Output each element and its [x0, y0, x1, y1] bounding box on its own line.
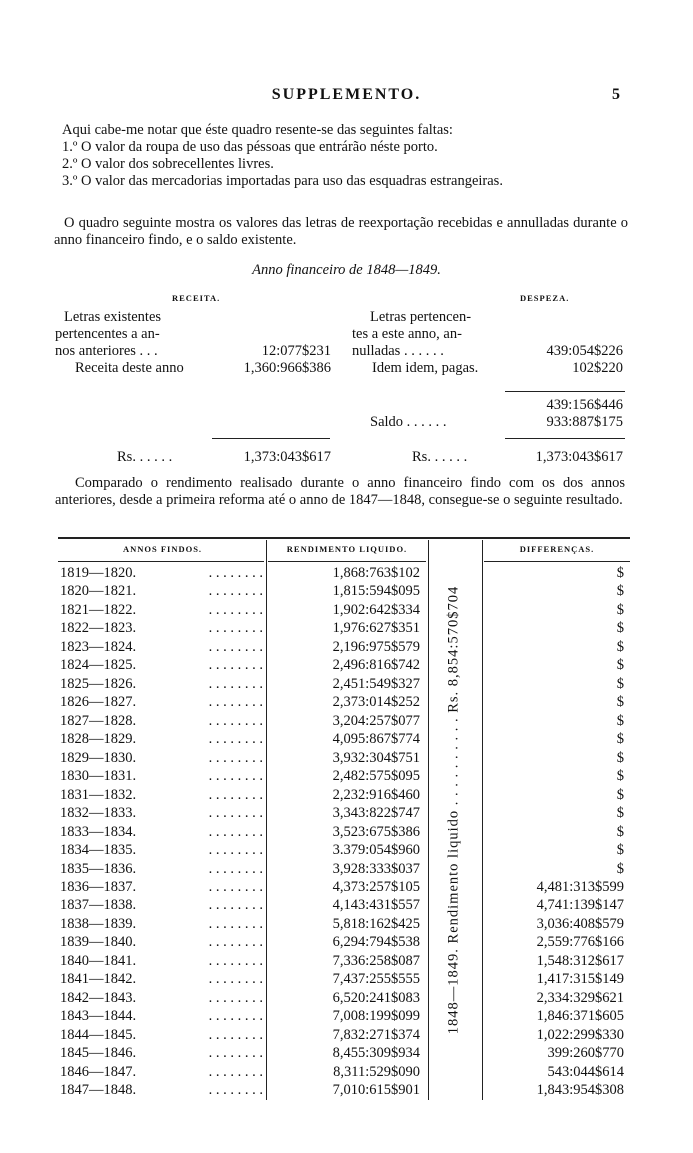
row-difference: $ — [616, 601, 624, 618]
row-years: 1830—1831. — [60, 768, 137, 785]
receita-label-1: Letras existentes — [64, 309, 162, 325]
intro-item-1: 1.º O valor da roupa de uso das péssoas que entrárão néste porto. — [62, 139, 438, 155]
receita-value-1: 12:077$231 — [261, 343, 331, 359]
despeza-value-1: 439:054$226 — [546, 343, 623, 359]
row-difference: $ — [616, 768, 624, 785]
row-years: 1834—1835. — [60, 842, 137, 859]
row-leader-dots: . . . . . . . . — [208, 786, 263, 803]
row-leader-dots: . . . . . . . . — [208, 934, 263, 951]
row-difference: $ — [616, 805, 624, 822]
intro-item-3-text: 3.º O valor das mercadorias importadas para uso das esquadras estrangeiras. — [62, 173, 503, 189]
column-divider — [428, 540, 429, 1100]
row-difference: $ — [616, 823, 624, 840]
row-difference: $ — [616, 712, 624, 729]
row-leader-dots: . . . . . . . . — [208, 971, 263, 988]
row-income: 5,818:162$425 — [332, 915, 420, 932]
row-leader-dots: . . . . . . . . — [208, 1008, 263, 1025]
row-years: 1837—1838. — [60, 897, 137, 914]
row-difference: $ — [616, 620, 624, 637]
row-difference: 1,846:371$605 — [536, 1008, 624, 1025]
row-income: 3,204:257$077 — [332, 712, 420, 729]
row-income: 7,437:255$555 — [332, 971, 420, 988]
page-number: 5 — [612, 86, 620, 103]
row-income: 7,008:199$099 — [332, 1008, 420, 1025]
row-difference: 1,022:299$330 — [536, 1026, 624, 1043]
row-income: 8,455:309$934 — [332, 1045, 420, 1062]
row-income: 4,095:867$774 — [332, 731, 420, 748]
row-income: 3,343:822$747 — [332, 805, 420, 822]
row-years: 1823—1824. — [60, 638, 137, 655]
row-years: 1826—1827. — [60, 694, 137, 711]
row-years: 1833—1834. — [60, 823, 137, 840]
row-income: 2,482:575$095 — [332, 768, 420, 785]
despeza-label-3: nulladas . . . . . . — [352, 343, 444, 359]
row-income: 6,294:794$538 — [332, 934, 420, 951]
row-leader-dots: . . . . . . . . — [208, 842, 263, 859]
paragraph-letras: O quadro seguinte mostra os valores das letras de reexportação recebidas e annulladas durante o anno financeiro findo, e o saldo existente. — [54, 215, 628, 248]
row-years: 1828—1829. — [60, 731, 137, 748]
row-difference: $ — [616, 786, 624, 803]
row-years: 1845—1846. — [60, 1045, 137, 1062]
row-years: 1831—1832. — [60, 786, 137, 803]
row-leader-dots: . . . . . . . . — [208, 712, 263, 729]
saldo-value: 933:887$175 — [546, 414, 623, 430]
row-income: 4,143:431$557 — [332, 897, 420, 914]
header-diff: DIFFERENÇAS. — [519, 544, 595, 554]
row-difference: 3,036:408$579 — [536, 915, 624, 932]
despeza-subtotal: 439:156$446 — [546, 397, 623, 413]
receita-label-4: Receita deste anno — [75, 360, 184, 376]
intro-item-2: 2.º O valor dos sobrecellentes livres. — [62, 156, 274, 172]
receita-label-3: nos anteriores . . . — [55, 343, 158, 359]
balance-title: Anno financeiro de 1848—1849. — [252, 262, 441, 278]
row-leader-dots: . . . . . . . . — [208, 638, 263, 655]
row-income: 1,976:627$351 — [332, 620, 420, 637]
row-difference: $ — [616, 842, 624, 859]
row-income: 3,928:333$037 — [332, 860, 420, 877]
row-leader-dots: . . . . . . . . — [208, 1045, 263, 1062]
row-income: 2,451:549$327 — [332, 675, 420, 692]
row-income: 3.379:054$960 — [332, 842, 420, 859]
header-rule-years — [58, 561, 264, 562]
row-leader-dots: . . . . . . . . — [208, 768, 263, 785]
row-income: 2,373:014$252 — [332, 694, 420, 711]
row-leader-dots: . . . . . . . . — [208, 878, 263, 895]
receita-label-2: pertencentes a an- — [55, 326, 160, 342]
row-leader-dots: . . . . . . . . — [208, 989, 263, 1006]
row-leader-dots: . . . . . . . . — [208, 1082, 263, 1099]
despeza-heading: DESPEZA. — [520, 293, 570, 303]
row-years: 1840—1841. — [60, 952, 137, 969]
row-years: 1825—1826. — [60, 675, 137, 692]
row-difference: $ — [616, 657, 624, 674]
row-difference: 1,417:315$149 — [536, 971, 624, 988]
column-divider — [482, 540, 483, 1100]
table-top-rule — [58, 537, 630, 539]
row-income: 1,868:763$102 — [332, 565, 420, 581]
row-leader-dots: . . . . . . . . — [208, 1026, 263, 1043]
row-difference: $ — [616, 731, 624, 748]
despeza-label-4: Idem idem, pagas. — [372, 360, 479, 376]
subtotal-rule — [505, 391, 625, 392]
row-years: 1827—1828. — [60, 712, 137, 729]
row-leader-dots: . . . . . . . . — [208, 749, 263, 766]
row-income: 2,196:975$579 — [332, 638, 420, 655]
despeza-label-2: tes a este anno, an- — [352, 326, 462, 342]
intro-line: Aqui cabe-me notar que éste quadro resente-se das seguintes faltas: — [62, 122, 453, 138]
row-leader-dots: . . . . . . . . — [208, 731, 263, 748]
receita-total-rule — [212, 438, 330, 439]
row-income: 3,523:675$386 — [332, 823, 420, 840]
row-years: 1844—1845. — [60, 1026, 137, 1043]
row-years: 1832—1833. — [60, 805, 137, 822]
row-income: 3,932:304$751 — [332, 749, 420, 766]
receita-total: 1,373:043$617 — [243, 449, 331, 465]
row-difference: $ — [616, 694, 624, 711]
row-years: 1847—1848. — [60, 1082, 137, 1099]
receita-total-label: Rs. . . . . . — [117, 449, 173, 465]
row-income: 7,010:615$901 — [332, 1082, 420, 1099]
row-income: 1,902:642$334 — [332, 601, 420, 618]
row-difference: 4,481:313$599 — [536, 878, 624, 895]
row-leader-dots: . . . . . . . . — [208, 675, 263, 692]
despeza-total-label: Rs. . . . . . — [412, 449, 468, 465]
row-years: 1829—1830. — [60, 749, 137, 766]
row-income: 6,520:241$083 — [332, 989, 420, 1006]
row-difference: $ — [616, 583, 624, 600]
row-difference: 399:260$770 — [547, 1045, 624, 1062]
row-years: 1841—1842. — [60, 971, 137, 988]
row-difference: 543:044$614 — [547, 1063, 624, 1080]
row-difference: 2,559:776$166 — [536, 934, 624, 951]
despeza-label-1: Letras pertencen- — [370, 309, 472, 325]
row-years: 1820—1821. — [60, 583, 137, 600]
row-years: 1843—1844. — [60, 1008, 137, 1025]
header-years: ANNOS FINDOS. — [122, 544, 203, 554]
despeza-value-2: 102$220 — [572, 360, 623, 376]
row-leader-dots: . . . . . . . . — [208, 952, 263, 969]
receita-heading: RECEITA. — [172, 293, 221, 303]
row-years: 1846—1847. — [60, 1063, 137, 1080]
row-difference: $ — [616, 749, 624, 766]
row-years: 1819—1820. — [60, 565, 137, 581]
row-income: 2,496:816$742 — [332, 657, 420, 674]
row-leader-dots: . . . . . . . . — [208, 897, 263, 914]
row-years: 1842—1843. — [60, 989, 137, 1006]
row-leader-dots: . . . . . . . . — [208, 823, 263, 840]
row-income: 1,815:594$095 — [332, 583, 420, 600]
row-difference: $ — [616, 565, 624, 581]
row-leader-dots: . . . . . . . . — [208, 620, 263, 637]
row-income: 2,232:916$460 — [332, 786, 420, 803]
header-rule-diff — [484, 561, 630, 562]
row-years: 1824—1825. — [60, 657, 137, 674]
saldo-label: Saldo . . . . . . — [370, 414, 447, 430]
row-leader-dots: . . . . . . . . — [208, 860, 263, 877]
row-difference: $ — [616, 675, 624, 692]
row-income: 7,336:258$087 — [332, 952, 420, 969]
row-difference: $ — [616, 860, 624, 877]
row-income: 4,373:257$105 — [332, 878, 420, 895]
row-leader-dots: . . . . . . . . — [208, 694, 263, 711]
receita-value-2: 1,360:966$386 — [243, 360, 331, 376]
row-leader-dots: . . . . . . . . — [208, 915, 263, 932]
row-leader-dots: . . . . . . . . — [208, 805, 263, 822]
row-years: 1836—1837. — [60, 878, 137, 895]
intro-item-3 — [62, 173, 628, 190]
despeza-total: 1,373:043$617 — [535, 449, 623, 465]
header-rule-income — [268, 561, 426, 562]
row-difference: $ — [616, 638, 624, 655]
row-difference: 1,843:954$308 — [536, 1082, 624, 1099]
row-years: 1822—1823. — [60, 620, 137, 637]
row-leader-dots: . . . . . . . . — [208, 565, 263, 581]
row-years: 1839—1840. — [60, 934, 137, 951]
row-years: 1838—1839. — [60, 915, 137, 932]
running-header: SUPPLEMENTO. — [271, 86, 422, 103]
row-leader-dots: . . . . . . . . — [208, 601, 263, 618]
row-income: 7,832:271$374 — [332, 1026, 420, 1043]
row-leader-dots: . . . . . . . . — [208, 583, 263, 600]
row-income: 8,311:529$090 — [333, 1063, 420, 1080]
column-divider — [266, 540, 267, 1100]
row-difference: 2,334:329$621 — [536, 989, 624, 1006]
total-income-vertical-note: 1848—1849. Rendimento liquido . . . . . . . . . . Rs. 8,854:570$704 — [445, 585, 462, 1035]
row-years: 1835—1836. — [60, 860, 137, 877]
row-difference: 4,741:139$147 — [536, 897, 624, 914]
row-leader-dots: . . . . . . . . — [208, 1063, 263, 1080]
paragraph-comparison: Comparado o rendimento realisado durante o anno financeiro findo com os dos annos anteriores, desde a primeira reforma até o anno de 1847—1848, consegue-se o seguinte resultado. — [55, 475, 625, 508]
header-income: RENDIMENTO LIQUIDO. — [286, 544, 408, 554]
row-years: 1821—1822. — [60, 601, 137, 618]
row-difference: 1,548:312$617 — [536, 952, 624, 969]
row-leader-dots: . . . . . . . . — [208, 657, 263, 674]
despeza-total-rule — [505, 438, 625, 439]
